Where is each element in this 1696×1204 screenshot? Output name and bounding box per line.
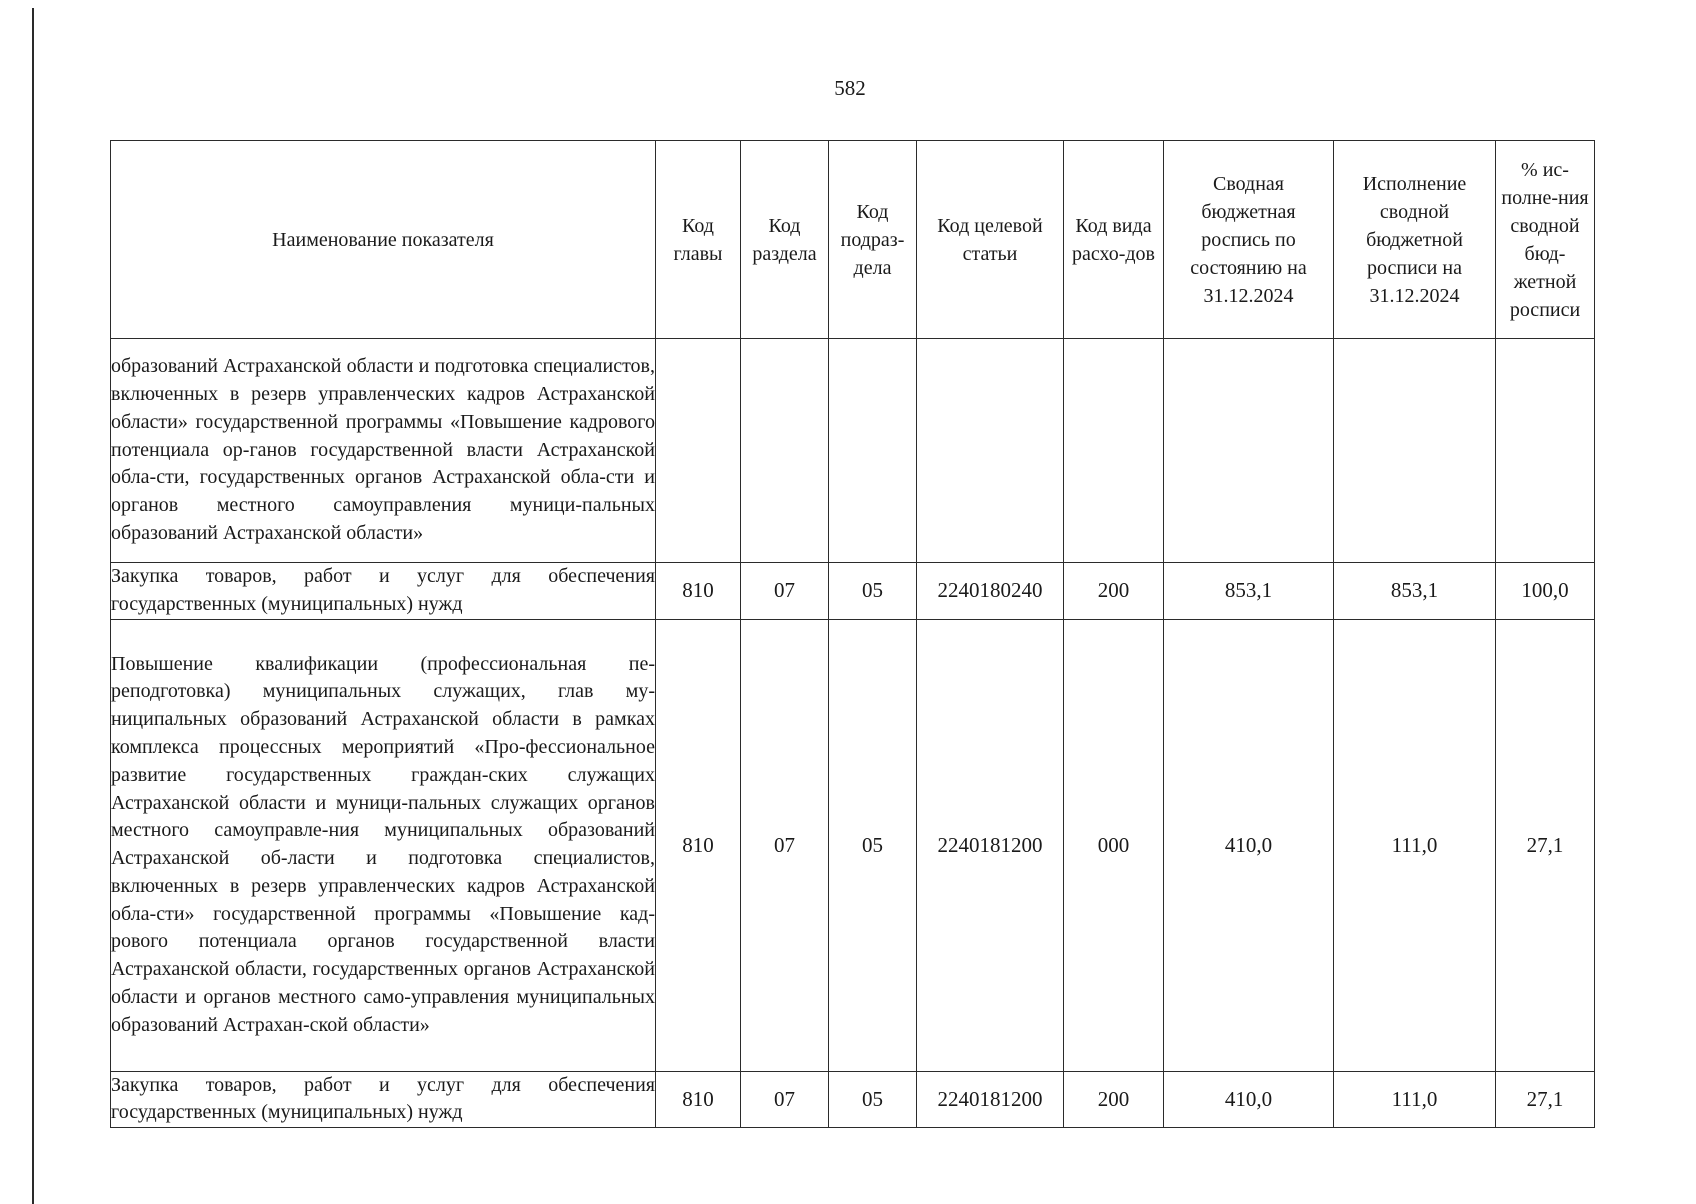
header-procent: % ис-полне-ния сводной бюд-жетной росписи <box>1496 141 1595 339</box>
header-vid: Код вида расхо-дов <box>1064 141 1164 339</box>
row-tselevaya: 2240181200 <box>917 619 1064 1071</box>
header-podrazdel: Код подраз-дела <box>829 141 917 339</box>
budget-table <box>110 140 1595 1128</box>
row-rospis: 853,1 <box>1164 563 1334 620</box>
header-glava: Код главы <box>656 141 741 339</box>
row-vid: 000 <box>1064 619 1164 1071</box>
row-rospis: 410,0 <box>1164 619 1334 1071</box>
table-row <box>111 563 1595 620</box>
row-name: Повышение квалификации (профессиональная пе-реподготовка) муниципальных служащих, глав му-ниципальных образований Астраханской области в рамках комплекса процессных мероприятий «Про-фессиональное развитие государственных граждан-ских служащих Астраханской области и муници-пальных служащих органов местного самоуправле-ния муниципальных образований Астраханской об-ласти и подготовка специалистов, включенных в резерв управленческих кадров Астраханской обла-сти» государственной программы «Повышение кад-рового потенциала органов государственной власти Астраханской области, государственных органов Астраханской области и органов местного само-управления муниципальных образований Астрахан-ской области» <box>111 619 656 1071</box>
row-podrazdel: 05 <box>829 619 917 1071</box>
row-podrazdel: 05 <box>829 563 917 620</box>
row-razdel <box>741 339 829 563</box>
row-ispolnenie: 853,1 <box>1334 563 1496 620</box>
row-procent <box>1496 339 1595 563</box>
row-razdel: 07 <box>741 619 829 1071</box>
row-podrazdel <box>829 339 917 563</box>
row-razdel: 07 <box>741 1071 829 1128</box>
row-glava: 810 <box>656 563 741 620</box>
row-ispolnenie: 111,0 <box>1334 619 1496 1071</box>
row-ispolnenie: 111,0 <box>1334 1071 1496 1128</box>
row-name: образований Астраханской области и подготовка специалистов, включенных в резерв управленческих кадров Астраханской области» государственной программы «Повышение кадрового потенциала ор-ганов государственной власти Астраханской обла-сти, государственных органов Астраханской обла-сти и органов местного самоуправления муници-пальных образований Астраханской области» <box>111 339 656 563</box>
header-name: Наименование показателя <box>111 141 656 339</box>
row-podrazdel: 05 <box>829 1071 917 1128</box>
header-row <box>111 141 1595 339</box>
table-row <box>111 339 1595 563</box>
table-row <box>111 619 1595 1071</box>
row-glava <box>656 339 741 563</box>
table-row <box>111 1071 1595 1128</box>
row-ispolnenie <box>1334 339 1496 563</box>
row-vid <box>1064 339 1164 563</box>
row-procent: 27,1 <box>1496 1071 1595 1128</box>
header-rospis: Сводная бюджетная роспись по состоянию на 31.12.2024 <box>1164 141 1334 339</box>
row-procent: 27,1 <box>1496 619 1595 1071</box>
row-razdel: 07 <box>741 563 829 620</box>
row-name: Закупка товаров, работ и услуг для обеспечения государственных (муниципальных) нужд <box>111 1071 656 1128</box>
header-razdel: Код раздела <box>741 141 829 339</box>
row-tselevaya: 2240181200 <box>917 1071 1064 1128</box>
row-tselevaya: 2240180240 <box>917 563 1064 620</box>
row-glava: 810 <box>656 619 741 1071</box>
row-vid: 200 <box>1064 563 1164 620</box>
scan-edge-line <box>32 8 34 1204</box>
header-tselevaya: Код целевой статьи <box>917 141 1064 339</box>
row-name: Закупка товаров, работ и услуг для обеспечения государственных (муниципальных) нужд <box>111 563 656 620</box>
row-rospis <box>1164 339 1334 563</box>
row-glava: 810 <box>656 1071 741 1128</box>
header-ispolnenie: Исполнение сводной бюджетной росписи на 31.12.2024 <box>1334 141 1496 339</box>
row-rospis: 410,0 <box>1164 1071 1334 1128</box>
row-tselevaya <box>917 339 1064 563</box>
page-number: 582 <box>834 76 866 100</box>
row-vid: 200 <box>1064 1071 1164 1128</box>
row-procent: 100,0 <box>1496 563 1595 620</box>
